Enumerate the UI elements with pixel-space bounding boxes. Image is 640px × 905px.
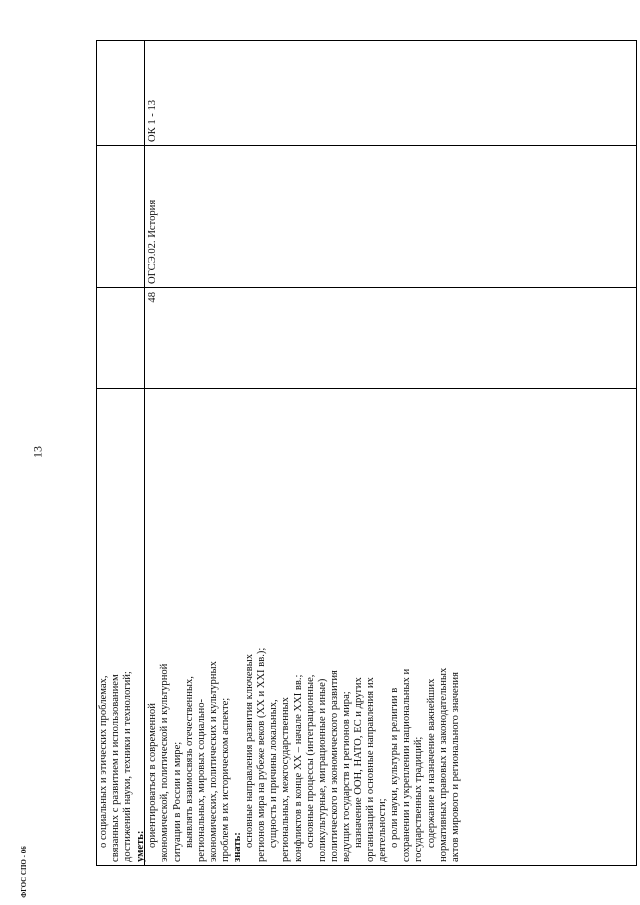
competence-line: проблем в их историческом аспекте; xyxy=(219,697,231,862)
curriculum-table xyxy=(96,40,637,866)
competence-line: региональных, мировых социально- xyxy=(195,698,207,862)
column-divider xyxy=(96,145,637,146)
competence-line: ситуации в России и мире; xyxy=(171,741,183,862)
table-border-top xyxy=(96,40,97,866)
competence-line: государственных традиций; xyxy=(413,736,425,862)
competence-line: основные процессы (интеграционные, xyxy=(304,674,316,848)
table-container xyxy=(96,40,637,866)
competence-line: основные направления развития ключевых xyxy=(244,653,256,848)
competence-line: уметь: xyxy=(135,830,147,862)
competence-line: деятельности; xyxy=(377,798,389,862)
table-border-bottom xyxy=(636,40,637,866)
competence-description xyxy=(98,392,462,862)
table-border-left xyxy=(96,865,637,866)
competence-line: связанных с развитием и использованием xyxy=(110,674,122,862)
competence-line: о роли науки, культуры и религии в xyxy=(389,687,401,848)
competence-line: региональных, межгосударственных xyxy=(280,697,292,862)
column-divider xyxy=(96,388,637,389)
competence-line: экономических, политических и культурных xyxy=(207,661,219,862)
competence-line: ориентироваться в современной xyxy=(147,703,159,848)
competence-line: содержание и назначение важнейших xyxy=(425,678,437,848)
competence-line: сущность и причины локальных, xyxy=(268,699,280,848)
competence-line: экономической, политической и культурной xyxy=(159,663,171,862)
footer-code: ФГОС СПО - 06 xyxy=(20,846,28,898)
competence-line: поликультурные, миграционные и иные) xyxy=(316,678,328,862)
competence-line: выявлять взаимосвязь отечественных, xyxy=(183,676,195,848)
competence-line: знать: xyxy=(232,832,244,862)
discipline-cell: ОГСЭ.02. История xyxy=(147,199,158,284)
competence-line: о социальных и этических проблемах, xyxy=(98,675,109,848)
column-divider xyxy=(96,287,637,288)
competence-line: сохранении и укреплении национальных и xyxy=(401,668,413,862)
competence-line: достижений науки, техники и технологий; xyxy=(122,671,134,862)
competence-line: регионов мира на рубеже веков (XX и XXI вв.); xyxy=(256,647,268,862)
competence-line: нормативных правовых и законодательных xyxy=(437,667,449,862)
competence-line: назначение ООН, НАТО, ЕС и других xyxy=(352,677,364,848)
competence-line: конфликтов в конце XX – начале XXI вв.; xyxy=(292,674,304,862)
hours-cell: 48 xyxy=(147,292,158,303)
competence-line: организаций и основные направления их xyxy=(365,677,377,862)
competence-line: актов мирового и регионального значения xyxy=(449,672,461,862)
competence-line: ведущих государств и регионов мира; xyxy=(340,691,352,862)
competence-codes-cell: ОК 1 - 13 xyxy=(147,99,158,142)
page-number: 13 xyxy=(30,446,45,458)
competence-line: политического и экономического развития xyxy=(328,670,340,862)
table-border-right xyxy=(96,40,637,41)
